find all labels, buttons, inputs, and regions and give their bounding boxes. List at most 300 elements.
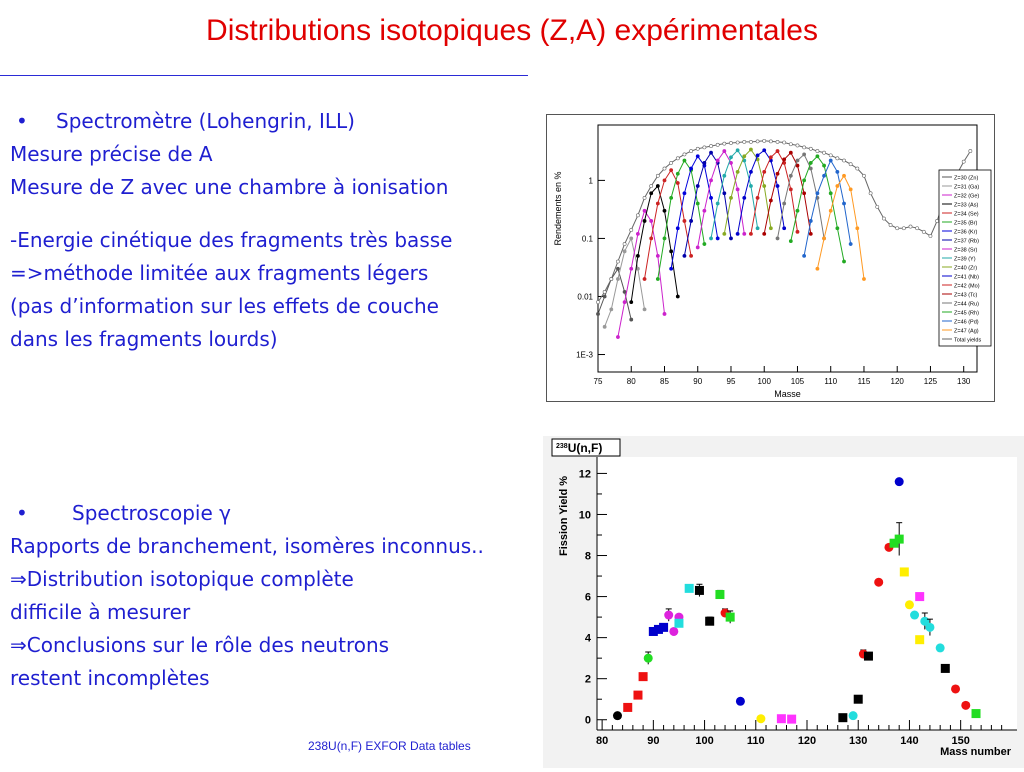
fission-yield-chart: [543, 436, 1024, 768]
legend-entry: Z=45 (Rh): [954, 310, 979, 317]
legend-entry: Z=31 (Ga): [954, 184, 980, 191]
data-point-square: [915, 592, 924, 601]
legend-entry: Z=30 (Zn): [954, 175, 979, 182]
data-point: [663, 209, 666, 212]
series-line: [751, 151, 798, 234]
data-point-square: [915, 635, 924, 644]
data-point: [769, 156, 772, 159]
x-tick-label: 75: [593, 377, 603, 386]
y-tick-label: 0.01: [577, 292, 593, 302]
y-tick-label: 8: [584, 550, 591, 563]
data-point: [822, 164, 825, 167]
data-point: [809, 219, 812, 222]
data-point-square: [972, 709, 981, 718]
data-point: [776, 237, 779, 240]
data-point-circle: [951, 684, 960, 693]
section2-heading: Spectroscopie γ: [72, 501, 231, 525]
text-line: Mesure de Z avec une chambre à ionisation: [10, 175, 449, 199]
legend-entry: Z=35 (Br): [954, 220, 978, 227]
x-tick-label: 120: [797, 735, 817, 747]
data-point-square: [633, 691, 642, 700]
data-point: [676, 295, 679, 298]
data-point: [630, 228, 633, 231]
y-tick-label: 2: [584, 673, 591, 686]
data-point: [643, 196, 646, 199]
data-point: [650, 237, 653, 240]
data-point: [703, 146, 706, 149]
data-point: [689, 167, 692, 170]
data-point: [636, 267, 639, 270]
data-point: [683, 219, 686, 222]
data-point: [756, 140, 759, 143]
data-point: [856, 227, 859, 230]
section-spectrometer: [10, 105, 452, 356]
data-point: [876, 205, 879, 208]
plot-frame: [598, 125, 980, 372]
data-point: [749, 232, 752, 235]
data-point: [636, 254, 639, 257]
data-point: [809, 161, 812, 164]
data-point: [803, 179, 806, 182]
data-point: [736, 149, 739, 152]
data-point: [842, 202, 845, 205]
data-point: [636, 232, 639, 235]
x-tick-label: 120: [890, 377, 904, 386]
data-point: [696, 202, 699, 205]
x-tick-label: 130: [957, 377, 971, 386]
data-point-square: [838, 713, 847, 722]
data-point: [630, 301, 633, 304]
data-point: [962, 160, 965, 163]
data-point: [842, 174, 845, 177]
data-point: [756, 227, 759, 230]
data-point: [809, 167, 812, 170]
x-tick-label: 90: [693, 377, 703, 386]
data-point: [670, 161, 673, 164]
data-point: [836, 184, 839, 187]
data-point: [816, 155, 819, 158]
data-point: [656, 277, 659, 280]
data-point: [729, 156, 732, 159]
legend-entry: Z=38 (Sr): [954, 247, 978, 254]
data-point: [683, 159, 686, 162]
data-point: [709, 179, 712, 182]
data-point: [676, 172, 679, 175]
data-point: [616, 267, 619, 270]
data-point: [816, 267, 819, 270]
data-point: [723, 192, 726, 195]
data-point-square: [895, 535, 904, 544]
legend-entry: Z=41 (Nb): [954, 274, 979, 281]
data-point: [896, 227, 899, 230]
data-point: [842, 159, 845, 162]
section1-heading: Spectromètre (Lohengrin, ILL): [56, 109, 355, 133]
data-point-square: [900, 567, 909, 576]
data-point: [683, 192, 686, 195]
data-point: [763, 149, 766, 152]
data-point: [829, 209, 832, 212]
data-point: [789, 143, 792, 146]
x-tick-label: 95: [726, 377, 736, 386]
data-point-circle: [910, 611, 919, 620]
bullet: •: [16, 501, 28, 525]
data-point: [663, 179, 666, 182]
data-point: [703, 242, 706, 245]
data-point: [623, 301, 626, 304]
data-point-square: [941, 664, 950, 673]
data-point: [616, 335, 619, 338]
data-point: [689, 254, 692, 257]
y-tick-label: 6: [584, 591, 591, 604]
data-point: [736, 232, 739, 235]
data-point-square: [659, 623, 668, 632]
data-point: [736, 141, 739, 144]
data-point: [783, 227, 786, 230]
text-line: dans les fragments lourds): [10, 327, 278, 351]
data-point: [656, 184, 659, 187]
data-point: [656, 254, 659, 257]
series-line: [598, 141, 970, 302]
data-point-square: [623, 703, 632, 712]
data-point: [929, 234, 932, 237]
data-point: [709, 237, 712, 240]
data-point: [776, 184, 779, 187]
data-point: [862, 174, 865, 177]
data-point: [749, 148, 752, 151]
data-point: [776, 172, 779, 175]
data-point: [796, 209, 799, 212]
data-point: [763, 139, 766, 142]
data-point: [670, 267, 673, 270]
x-tick-label: 125: [923, 377, 938, 386]
data-point-square: [726, 613, 735, 622]
data-point-circle: [961, 701, 970, 710]
data-point: [630, 318, 633, 321]
data-point: [803, 146, 806, 149]
data-point: [623, 290, 626, 293]
data-point: [736, 170, 739, 173]
text-line: -Energie cinétique des fragments très basse: [10, 228, 453, 252]
data-point: [623, 242, 626, 245]
x-tick-label: 140: [900, 735, 919, 747]
data-point-square: [854, 695, 863, 704]
data-point: [650, 184, 653, 187]
data-point: [683, 153, 686, 156]
data-point: [729, 237, 732, 240]
data-point: [596, 301, 599, 304]
data-point: [630, 237, 633, 240]
data-point: [696, 155, 699, 158]
data-point: [683, 254, 686, 257]
data-point-circle: [874, 578, 883, 587]
legend-entry: Z=33 (As): [954, 202, 979, 209]
y-tick-label: 1E-3: [576, 350, 593, 360]
data-point: [696, 184, 699, 187]
legend-entry: Z=32 (Ge): [954, 193, 980, 200]
legend-entry: Z=40 (Zr): [954, 265, 978, 272]
data-point: [889, 223, 892, 226]
x-tick-label: 85: [660, 377, 669, 386]
data-point: [783, 202, 786, 205]
data-point: [723, 149, 726, 152]
y-axis-label: Rendements en %: [553, 171, 563, 246]
data-point: [803, 192, 806, 195]
data-point: [763, 184, 766, 187]
y-tick-label: 4: [584, 632, 591, 645]
data-point: [743, 155, 746, 158]
data-point: [616, 277, 619, 280]
y-tick-label: 0.1: [581, 234, 593, 244]
data-point: [689, 219, 692, 222]
data-point: [816, 192, 819, 195]
data-point: [736, 188, 739, 191]
data-point: [610, 308, 613, 311]
data-point-circle: [925, 623, 934, 632]
data-point: [836, 157, 839, 160]
data-point: [776, 149, 779, 152]
footer-caption: 238U(n,F) EXFOR Data tables: [308, 739, 471, 753]
data-point: [769, 140, 772, 143]
data-point: [616, 260, 619, 263]
y-tick-label: 1: [588, 176, 593, 186]
data-point: [749, 140, 752, 143]
data-point-square: [639, 672, 648, 681]
data-point: [803, 153, 806, 156]
text-line: (pas d’information sur les effets de couche: [10, 294, 439, 318]
data-point: [743, 232, 746, 235]
data-point: [603, 325, 606, 328]
data-point: [969, 149, 972, 152]
data-point: [603, 290, 606, 293]
x-tick-label: 80: [595, 735, 609, 747]
data-point: [856, 167, 859, 170]
bullet-line: [10, 105, 452, 138]
data-point: [663, 237, 666, 240]
data-point: [656, 174, 659, 177]
x-tick-label: 80: [626, 377, 636, 386]
series-line: [631, 186, 678, 302]
series-line: [618, 211, 665, 337]
legend-entry: Z=42 (Mo): [954, 283, 980, 290]
data-point: [716, 159, 719, 162]
data-point: [809, 232, 812, 235]
text-line: ⇒Conclusions sur le rôle des neutrons: [10, 633, 390, 657]
fission-chart-svg: [543, 436, 1024, 768]
legend-entry: Z=43 (Tc): [954, 292, 978, 299]
text-line: ⇒Distribution isotopique complète: [10, 567, 354, 591]
data-point: [663, 167, 666, 170]
data-point: [716, 143, 719, 146]
data-point: [630, 267, 633, 270]
data-point: [643, 219, 646, 222]
data-point: [729, 141, 732, 144]
x-axis-label: Masse: [774, 389, 801, 399]
text-line: Rapports de branchement, isomères inconnus..: [10, 534, 484, 558]
data-point: [650, 219, 653, 222]
legend-entry: Z=34 (Se): [954, 211, 979, 218]
data-point-circle: [895, 477, 904, 486]
y-axis-label: Fission Yield %: [558, 475, 570, 557]
text-line: =>méthode limitée aux fragments légers: [10, 261, 429, 285]
data-point-circle: [936, 643, 945, 652]
legend-entry: Z=47 (Ag): [954, 328, 979, 335]
data-point: [776, 140, 779, 143]
data-point: [882, 217, 885, 220]
data-point: [849, 242, 852, 245]
data-point: [902, 227, 905, 230]
title-main: U(n,F): [567, 441, 603, 455]
x-tick-label: 110: [746, 735, 765, 747]
data-point-circle: [905, 600, 914, 609]
data-point: [756, 154, 759, 157]
x-tick-label: 110: [824, 377, 838, 386]
data-point: [749, 184, 752, 187]
legend-entry: Z=44 (Ru): [954, 301, 979, 308]
data-point: [829, 154, 832, 157]
data-point: [796, 230, 799, 233]
data-point: [769, 199, 772, 202]
text-line: restent incomplètes: [10, 666, 210, 690]
data-point: [716, 202, 719, 205]
data-point: [696, 246, 699, 249]
data-point: [676, 181, 679, 184]
x-tick-label: 115: [857, 377, 871, 386]
data-point: [703, 209, 706, 212]
data-point: [603, 295, 606, 298]
data-point: [796, 144, 799, 147]
data-point: [769, 227, 772, 230]
text-line: difficile à mesurer: [10, 600, 191, 624]
data-point: [789, 174, 792, 177]
data-point: [743, 140, 746, 143]
x-tick-label: 130: [849, 735, 868, 747]
data-point: [789, 188, 792, 191]
data-point-circle: [736, 697, 745, 706]
data-point-square: [705, 617, 714, 626]
data-point-circle: [669, 627, 678, 636]
data-point: [783, 158, 786, 161]
legend-entry: Z=36 (Kr): [954, 229, 978, 236]
data-point-square: [787, 715, 796, 724]
data-point: [822, 174, 825, 177]
data-point-circle: [849, 711, 858, 720]
x-tick-label: 100: [695, 735, 714, 747]
title-superscript: 238: [556, 443, 568, 450]
data-point: [703, 161, 706, 164]
data-point: [709, 151, 712, 154]
data-point: [643, 209, 646, 212]
data-point: [729, 196, 732, 199]
data-point: [789, 239, 792, 242]
legend-entry: Z=37 (Rb): [954, 238, 979, 245]
data-point: [643, 308, 646, 311]
title-underline: [0, 75, 528, 76]
bullet-line: [10, 497, 484, 530]
data-point: [916, 227, 919, 230]
data-point-circle: [756, 714, 765, 723]
x-tick-label: 150: [951, 735, 970, 747]
data-point-square: [674, 619, 683, 628]
data-point: [816, 149, 819, 152]
data-point: [763, 232, 766, 235]
x-tick-label: 90: [647, 735, 660, 747]
lohengrin-yield-chart: [546, 114, 995, 402]
legend-entry: Z=46 (Pd): [954, 319, 979, 326]
data-point: [849, 163, 852, 166]
data-point: [670, 196, 673, 199]
data-point-square: [715, 590, 724, 599]
data-point: [796, 159, 799, 162]
data-point: [656, 202, 659, 205]
data-point: [836, 170, 839, 173]
data-point: [709, 144, 712, 147]
bullet: •: [16, 109, 28, 133]
data-point: [842, 260, 845, 263]
data-point: [763, 170, 766, 173]
data-point: [789, 151, 792, 154]
data-point-circle: [644, 654, 653, 663]
x-tick-label: 100: [757, 377, 771, 386]
data-point: [822, 151, 825, 154]
legend-entry: Total yields: [954, 337, 982, 344]
data-point: [909, 225, 912, 228]
data-point: [936, 219, 939, 222]
data-point: [862, 277, 865, 280]
data-point: [783, 141, 786, 144]
y-tick-label: 0: [584, 714, 591, 727]
data-point: [676, 227, 679, 230]
data-point: [670, 169, 673, 172]
data-point: [610, 277, 613, 280]
data-point: [803, 254, 806, 257]
text-line: Mesure précise de A: [10, 142, 213, 166]
data-point-square: [864, 652, 873, 661]
data-point: [676, 157, 679, 160]
series-line: [658, 161, 705, 280]
data-point: [636, 214, 639, 217]
data-point: [723, 174, 726, 177]
data-point: [756, 196, 759, 199]
legend-entry: Z=39 (Y): [954, 256, 976, 263]
data-point: [809, 147, 812, 150]
x-axis-label: Mass number: [940, 746, 1011, 758]
y-tick-label: 12: [578, 468, 591, 481]
data-point-circle: [664, 611, 673, 620]
data-point: [836, 227, 839, 230]
yield-chart-svg: [547, 115, 994, 401]
data-point: [829, 159, 832, 162]
slide-title: Distributions isotopiques (Z,A) expérimentales: [206, 14, 818, 47]
data-point: [849, 188, 852, 191]
data-point: [689, 149, 692, 152]
data-point-square: [685, 584, 694, 593]
section-spectroscopy: [10, 497, 484, 695]
data-point: [796, 164, 799, 167]
data-point: [829, 192, 832, 195]
data-point: [716, 237, 719, 240]
data-point: [670, 250, 673, 253]
data-point: [743, 196, 746, 199]
data-point: [663, 312, 666, 315]
data-point-circle: [613, 711, 622, 720]
data-point-square: [777, 714, 786, 723]
data-point: [723, 142, 726, 145]
data-point: [749, 170, 752, 173]
data-point: [869, 192, 872, 195]
data-point: [696, 147, 699, 150]
data-point: [650, 192, 653, 195]
data-point: [922, 230, 925, 233]
